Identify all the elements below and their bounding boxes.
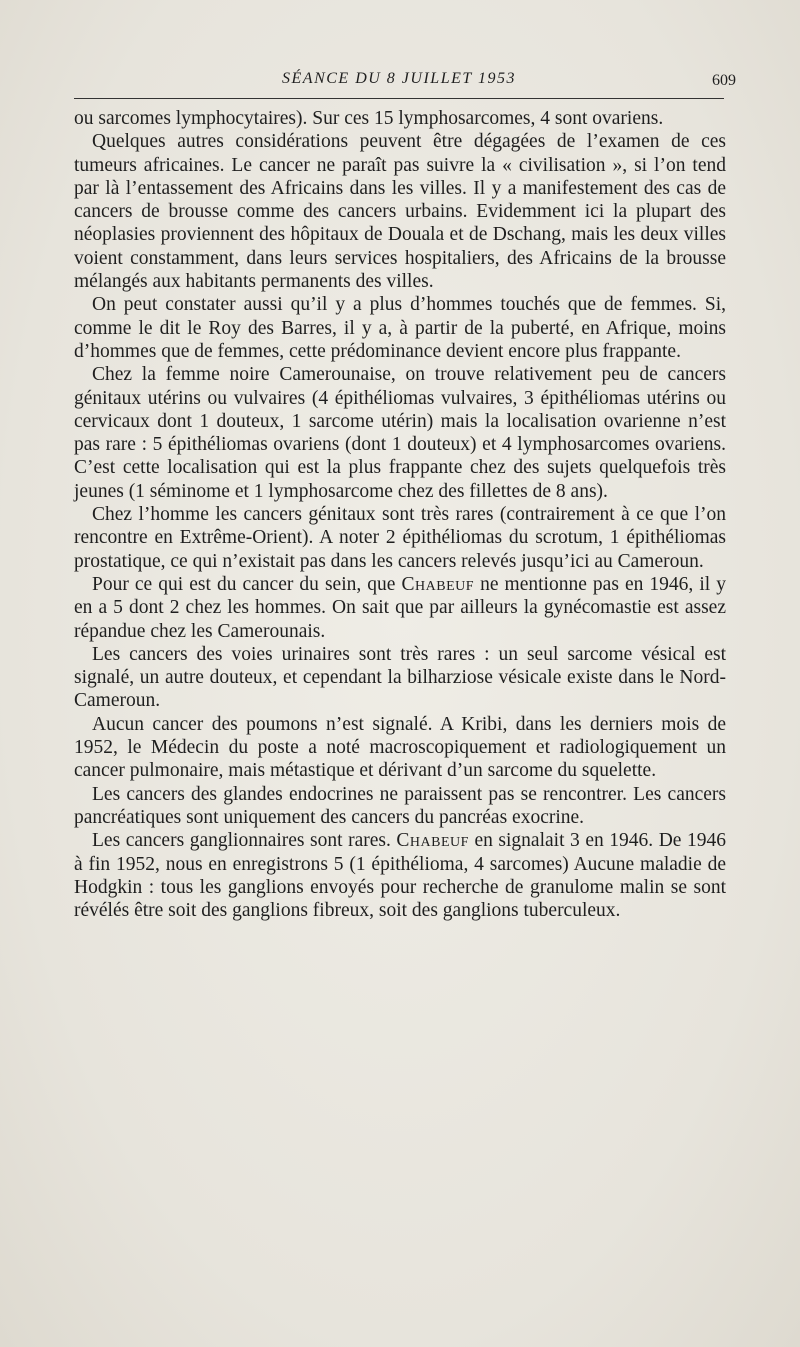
paragraph-7: Les cancers des voies urinaires sont très rares : un seul sarcome vésical est signalé, un autre douteux, et cependant la bilharziose vésicale existe dans le Nord-Cameroun.: [74, 643, 726, 712]
header-rule: [74, 98, 724, 99]
running-head: [74, 64, 736, 94]
paragraph-6-text-after: ne mentionne pas en 1946, il y en a 5 dont 2 chez les hommes. On sait que par ailleurs la gynécomastie est assez répandue chez les Camerounais.: [74, 573, 727, 642]
paragraph-6: [74, 573, 726, 643]
paragraph-2: Quelques autres considérations peuvent être dégagées de l’examen de ces tumeurs africaines. Le cancer ne paraît pas suivre la « civilisation », si l’on tend par là l’entassement des Africains dans les villes. Il y a manifestement des cas de cancers de brousse comme des cancers urbains. Evidemment ici la plupart des néoplasies proviennent des hôpitaux de Douala et de Dschang, mais les deux villes voient constamment, dans leurs services hospitaliers, des Africains de la brousse mélangés aux habitants permanents des villes.: [74, 131, 726, 293]
running-title: SÉANCE DU 8 JUILLET 1953: [282, 70, 516, 87]
paragraph-10-text-after: en signalait 3 en 1946. De 1946 à fin 1952, nous en enregistrons 5 (1 épithélioma, 4 sarcomes) Aucune maladie de Hodgkin : tous les ganglions envoyés pour recherche de granulome malin se sont révélés être soit des ganglions fibreux, soit des ganglions tuberculeux.: [74, 830, 726, 922]
author-name-chabeuf: Chabeuf: [396, 830, 469, 852]
paragraph-9: Les cancers des glandes endocrines ne paraissent pas se rencontrer. Les cancers pancréatiques sont uniquement des cancers du pancréas exocrine.: [74, 783, 726, 828]
body-text: [74, 107, 726, 922]
paragraph-1: ou sarcomes lymphocytaires). Sur ces 15 lymphosarcomes, 4 sont ovariens.: [74, 108, 664, 129]
page-number: 609: [712, 72, 736, 89]
paragraph-3: On peut constater aussi qu’il y a plus d’hommes touchés que de femmes. Si, comme le dit le Roy des Barres, il y a, à partir de la puberté, en Afrique, moins d’hommes que de femmes, cette prédominance devient encore plus frappante.: [74, 294, 726, 362]
author-name-chabeuf: Chabeuf: [401, 573, 475, 595]
paragraph-5: Chez l’homme les cancers génitaux sont très rares (contrairement à ce que l’on rencontre en Extrême-Orient). A noter 2 épithéliomas du scrotum, 1 épithéliomas prostatique, ce qui n’existait pas dans les cancers relevés jusqu’ici au Cameroun.: [74, 504, 726, 572]
paragraph-10: [74, 829, 726, 922]
paragraph-10-text-before: Les cancers ganglionnaires sont rares.: [92, 830, 397, 852]
paragraph-4: Chez la femme noire Camerounaise, on trouve relativement peu de cancers génitaux utérins ou vulvaires (4 épithéliomas vulvaires, 3 épithéliomas utérins ou cervicaux dont 1 douteux, 1 sarcome utérin) mais la localisation ovarienne n’est pas rare : 5 épithéliomas ovariens (dont 1 douteux) et 4 lymphosarcomes ovariens. C’est cette localisation qui est la plus frappante chez des sujets quelquefois très jeunes (1 séminome et 1 lymphosarcome chez des fillettes de 8 ans).: [74, 364, 726, 502]
paragraph-6-text-before: Pour ce qui est du cancer du sein, que: [92, 573, 402, 595]
paragraph-8: Aucun cancer des poumons n’est signalé. A Kribi, dans les derniers mois de 1952, le Médecin du poste a noté macroscopiquement et radiologiquement un cancer pulmonaire, mais métastique et dérivant d’un sarcome du squelette.: [74, 713, 726, 782]
